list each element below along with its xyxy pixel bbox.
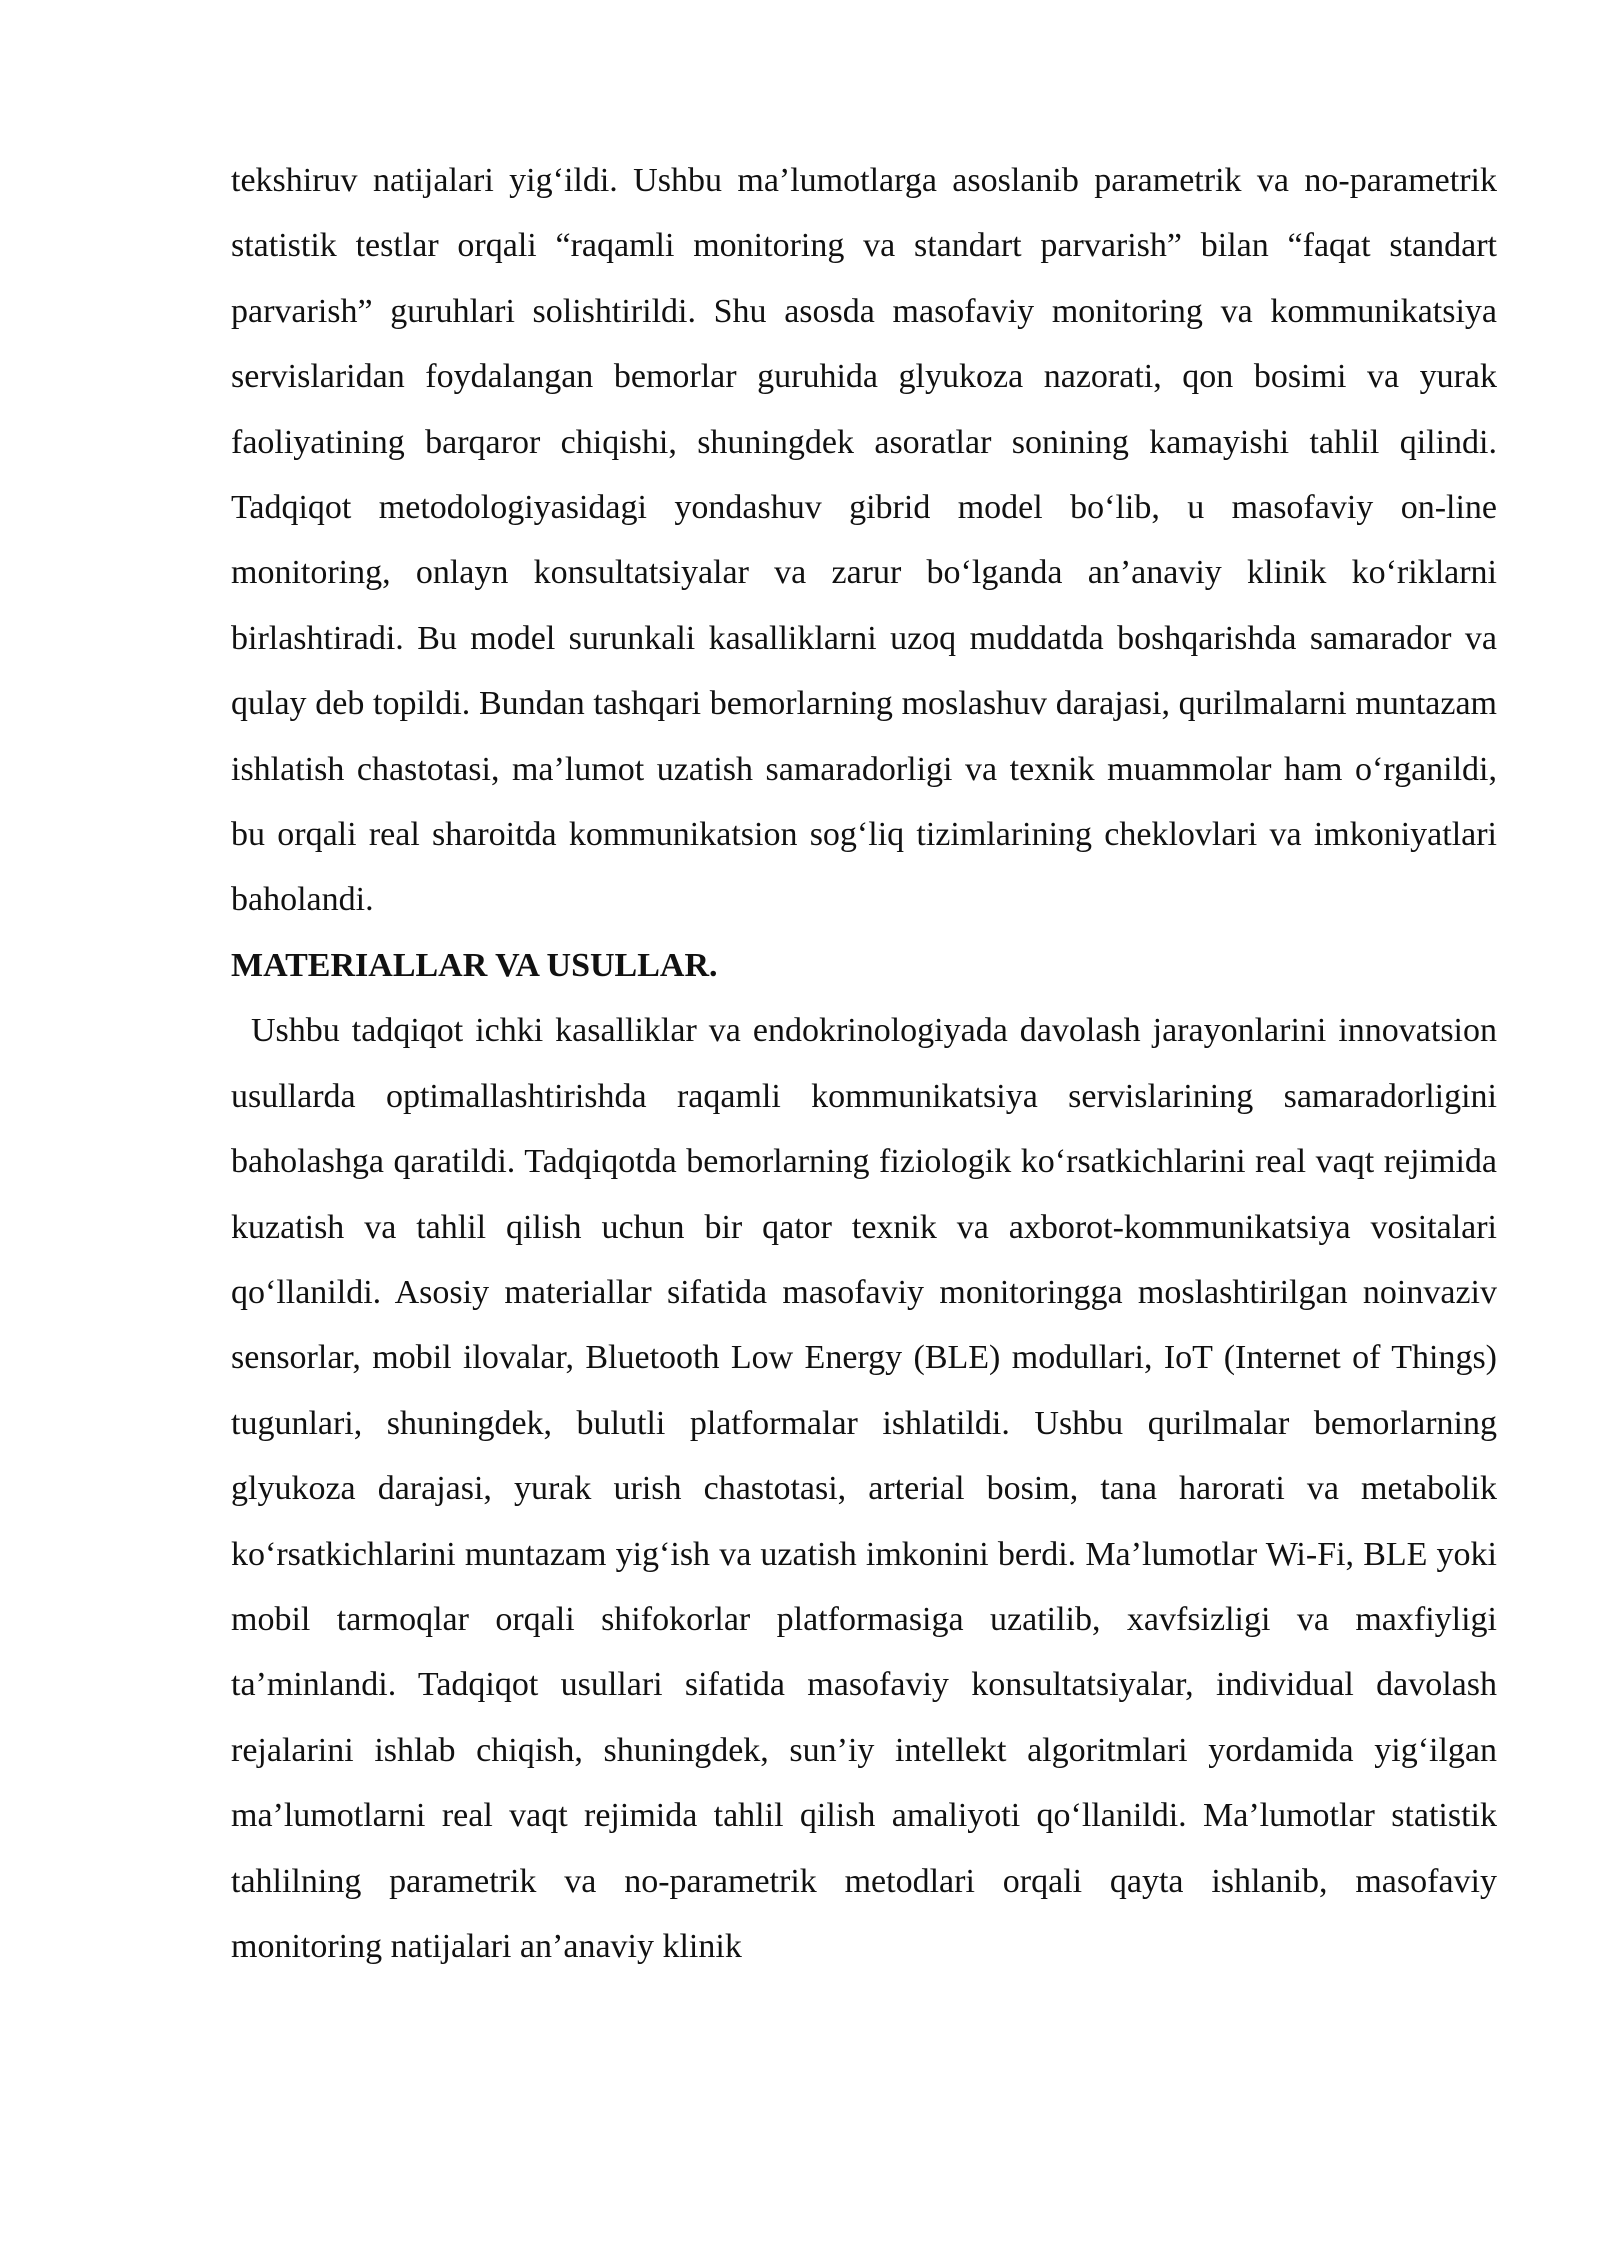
section-heading: MATERIALLAR VA USULLAR.: [231, 946, 718, 984]
body-paragraph-2: Ushbu tadqiqot ichki kasalliklar va endokrinologiyada davolash jarayonlarini innovatsion usullarda optimallashtirishda raqamli kommunikatsiya servislarining samaradorligini baholashga qaratildi. Tadqiqotda bemorlarning fiziologik ko‘rsatkichlarini real vaqt rejimida kuzatish va tahlil qilish uchun bir qator texnik va axborot-kommunikatsiya vositalari qo‘llanildi. Asosiy materiallar sifatida masofaviy monitoringga moslashtirilgan noinvaziv sensorlar, mobil ilovalar, Bluetooth Low Energy (BLE) modullari, IoT (Internet of Things) tugunlari, shuningdek, bulutli platformalar ishlatildi. Ushbu qurilmalar bemorlarning glyukoza darajasi, yurak urish chastotasi, arterial bosim, tana harorati va metabolik ko‘rsatkichlarini muntazam yig‘ish va uzatish imkonini berdi. Ma’lumotlar Wi-Fi, BLE yoki mobil tarmoqlar orqali shifokorlar platformasiga uzatilib, xavfsizligi va maxfiyligi ta’minlandi. Tadqiqot usullari sifatida masofaviy konsultatsiyalar, individual davolash rejalarini ishlab chiqish, shuningdek, sun’iy intellekt algoritmlari yordamida yig‘ilgan ma’lumotlarni real vaqt rejimida tahlil qilish amaliyoti qo‘llanildi. Ma’lumotlar statistik tahlilning parametrik va no-parametrik metodlari orqali qayta ishlanib, masofaviy monitoring natijalari an’anaviy klinik: [231, 1012, 1497, 1965]
body-paragraph-1: tekshiruv natijalari yig‘ildi. Ushbu ma’lumotlarga asoslanib parametrik va no-parametrik statistik testlar orqali “raqamli monitoring va standart parvarish” bilan “faqat standart parvarish” guruhlari solishtirildi. Shu asosda masofaviy monitoring va kommunikatsiya servislaridan foydalangan bemorlar guruhida glyukoza nazorati, qon bosimi va yurak faoliyatining barqaror chiqishi, shuningdek asoratlar sonining kamayishi tahlil qilindi. Tadqiqot metodologiyasidagi yondashuv gibrid model bo‘lib, u masofaviy on-line monitoring, onlayn konsultatsiyalar va zarur bo‘lganda an’anaviy klinik ko‘riklarni birlashtiradi. Bu model surunkali kasalliklarni uzoq muddatda boshqarishda samarador va qulay deb topildi. Bundan tashqari bemorlarning moslashuv darajasi, qurilmalarni muntazam ishlatish chastotasi, ma’lumot uzatish samaradorligi va texnik muammolar ham o‘rganildi, bu orqali real sharoitda kommunikatsion sog‘liq tizimlarining cheklovlari va imkoniyatlari baholandi.: [231, 162, 1497, 919]
document-body: [231, 148, 1497, 1979]
